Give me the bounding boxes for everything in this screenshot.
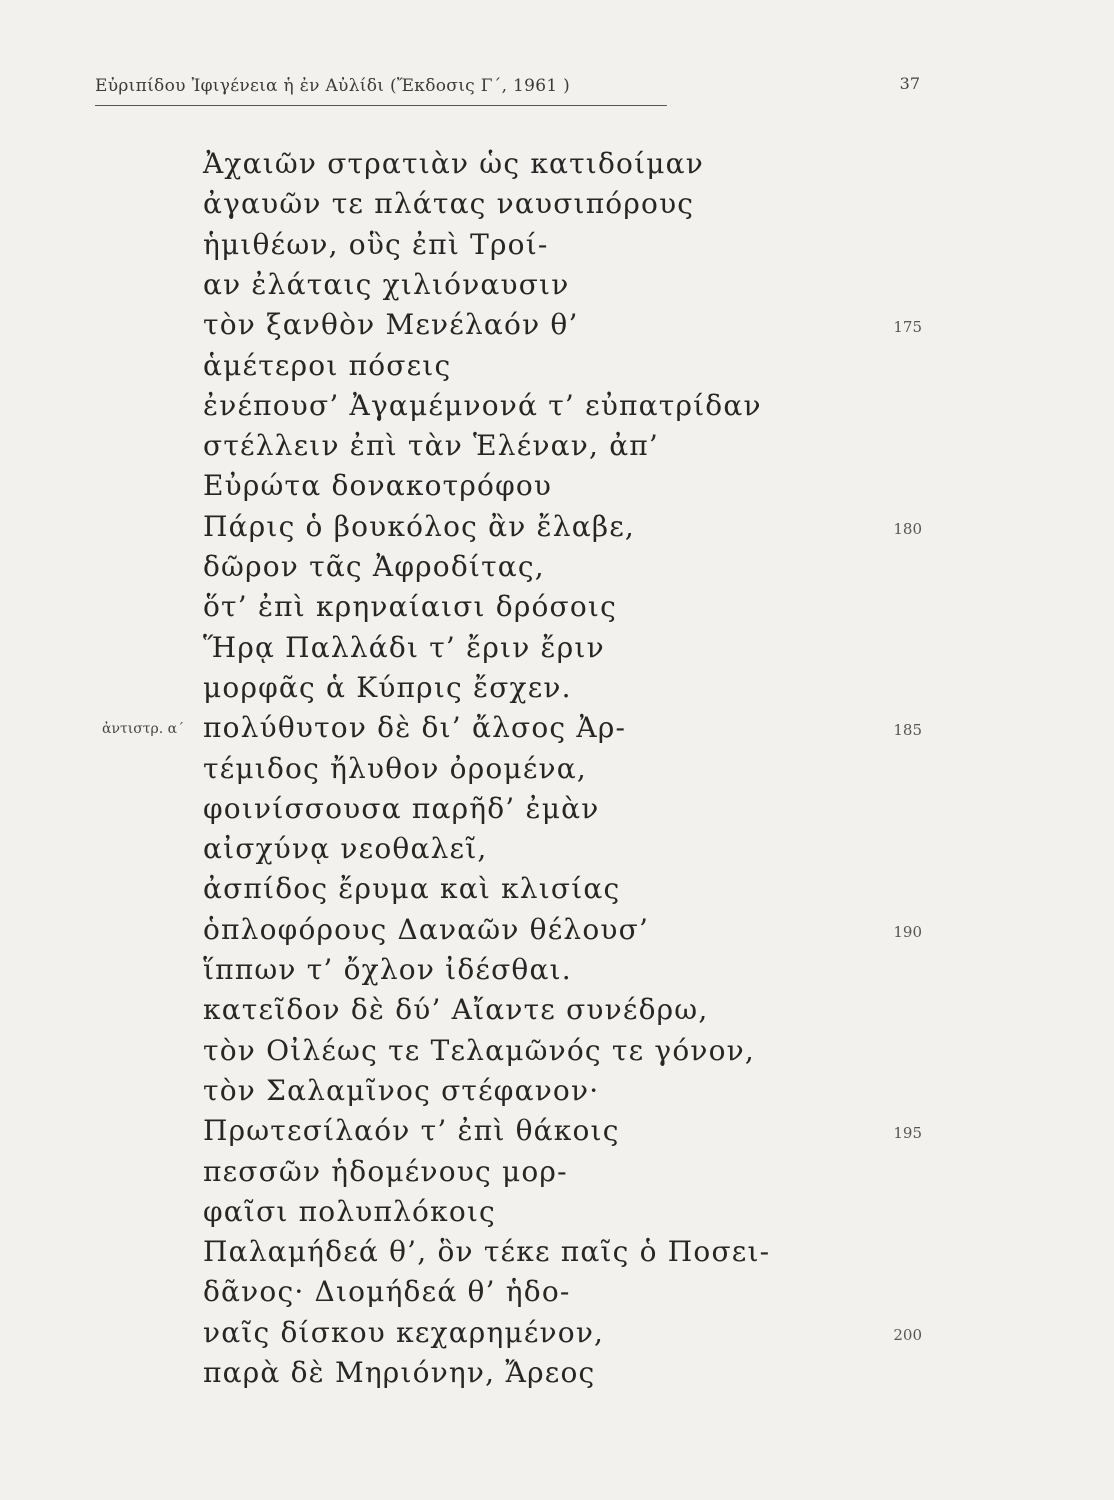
- line-number: 175: [893, 318, 922, 337]
- verse-text: κατεῖδον δὲ δύ’ Αἴαντε συνέδρω,: [203, 993, 709, 1027]
- verse-line: [0, 913, 1114, 953]
- verse-line: [0, 308, 1114, 348]
- verse-text: ἀγαυῶν τε πλάτας ναυσιπόρους: [203, 187, 695, 221]
- verse-line: [0, 429, 1114, 469]
- verse-line: [0, 711, 1114, 751]
- verse-text: Πάρις ὁ βουκόλος ἂν ἔλαβε,: [203, 509, 636, 543]
- verse-text: πεσσῶν ἡδομένους μορ-: [203, 1154, 568, 1188]
- verse-text: ὅτ’ ἐπὶ κρηναίαισι δρόσοις: [203, 590, 617, 624]
- verse-line: [0, 1074, 1114, 1114]
- line-number: 185: [893, 721, 922, 740]
- verse-line: [0, 832, 1114, 872]
- verse-line: [0, 631, 1114, 671]
- verse-line: [0, 147, 1114, 187]
- verse-line: [0, 752, 1114, 792]
- verse-text: τὸν Οἰλέως τε Τελαμῶνός τε γόνον,: [203, 1033, 755, 1067]
- verse-text: ὁπλοφόρους Δαναῶν θέλουσ’: [203, 912, 650, 946]
- line-number: 200: [893, 1325, 922, 1344]
- header-rule: [95, 105, 667, 106]
- verse-line: [0, 469, 1114, 509]
- verse-line: [0, 1275, 1114, 1315]
- line-number: 190: [893, 922, 922, 941]
- verse-text: Εὐρώτα δονακοτρόφου: [203, 469, 553, 503]
- verse-text: ναῖς δίσκου κεχαρημένον,: [203, 1315, 605, 1349]
- verse-line: [0, 590, 1114, 630]
- verse-line: [0, 792, 1114, 832]
- page-number: 37: [899, 74, 920, 93]
- verse-line: [0, 1034, 1114, 1074]
- verse-text: ἐνέπουσ’ Ἀγαμέμνονά τ’ εὐπατρίδαν: [203, 388, 762, 422]
- verse-line: [0, 993, 1114, 1033]
- running-header: [95, 72, 920, 108]
- verse-text: στέλλειν ἐπὶ τὰν Ἑλέναν, ἀπ’: [203, 429, 660, 463]
- verse-text: δᾶνος· Διομήδεά θ’ ἡδο-: [203, 1275, 571, 1309]
- verse-text: Πρωτεσίλαόν τ’ ἐπὶ θάκοις: [203, 1114, 620, 1148]
- verse-line: [0, 187, 1114, 227]
- verse-text: πολύθυτον δὲ δι’ ἄλσος Ἀρ-: [203, 711, 627, 745]
- verse-text: Ἀχαιῶν στρατιὰν ὡς κατιδοίμαν: [203, 147, 705, 180]
- verse-text: αν ἐλάταις χιλιόναυσιν: [203, 267, 570, 301]
- verse-text: παρὰ δὲ Μηριόνην, Ἄρεος: [203, 1356, 596, 1389]
- verse-text: ἡμιθέων, οὓς ἐπὶ Τροί-: [203, 227, 549, 261]
- verse-text: δῶρον τᾶς Ἀφροδίτας,: [203, 550, 545, 583]
- verse-line: [0, 872, 1114, 912]
- verse-line: [0, 510, 1114, 550]
- verse-text: ἁμέτεροι πόσεις: [203, 348, 452, 382]
- verse-text: τέμιδος ἤλυθον ὀρομένα,: [203, 751, 587, 785]
- verse-line: [0, 953, 1114, 993]
- verse-line: [0, 550, 1114, 590]
- verse-text: Παλαμήδεά θ’, ὃν τέκε παῖς ὁ Ποσει-: [203, 1235, 771, 1269]
- verse-line: [0, 1114, 1114, 1154]
- verse-text: μορφᾶς ἁ Κύπρις ἔσχεν.: [203, 670, 572, 704]
- verse-line: [0, 228, 1114, 268]
- verse-text: ἀσπίδος ἔρυμα καὶ κλισίας: [203, 872, 621, 906]
- verse-text: αἰσχύνᾳ νεοθαλεῖ,: [203, 832, 488, 866]
- line-number: 180: [893, 519, 922, 538]
- verse-text: ἵππων τ’ ὄχλον ἰδέσθαι.: [203, 953, 572, 986]
- line-number: 195: [893, 1124, 922, 1143]
- verse-line: [0, 671, 1114, 711]
- verse-line: [0, 1316, 1114, 1356]
- verse-text: τὸν ξανθὸν Μενέλαόν θ’: [203, 308, 579, 342]
- verse-text: φαῖσι πολυπλόκοις: [203, 1194, 496, 1228]
- strophe-label: ἀντιστρ. α΄: [102, 721, 185, 738]
- verse-line: [0, 389, 1114, 429]
- verse-line: [0, 268, 1114, 308]
- verse-text: φοινίσσουσα παρῆδ’ ἐμὰν: [203, 791, 600, 825]
- verse-line: [0, 1155, 1114, 1195]
- verse-line: [0, 1356, 1114, 1396]
- verse-line: [0, 1195, 1114, 1235]
- verse-text: Ἥρᾳ Παλλάδι τ’ ἔριν ἔριν: [203, 630, 605, 664]
- verse-text: τὸν Σαλαμῖνος στέφανον·: [203, 1073, 600, 1107]
- header-title: Εὐριπίδου Ἰφιγένεια ἡ ἐν Αὐλίδι (Ἔκδοσις Γ΄, 1961 ): [95, 76, 571, 96]
- verse-line: [0, 349, 1114, 389]
- verse-line: [0, 1235, 1114, 1275]
